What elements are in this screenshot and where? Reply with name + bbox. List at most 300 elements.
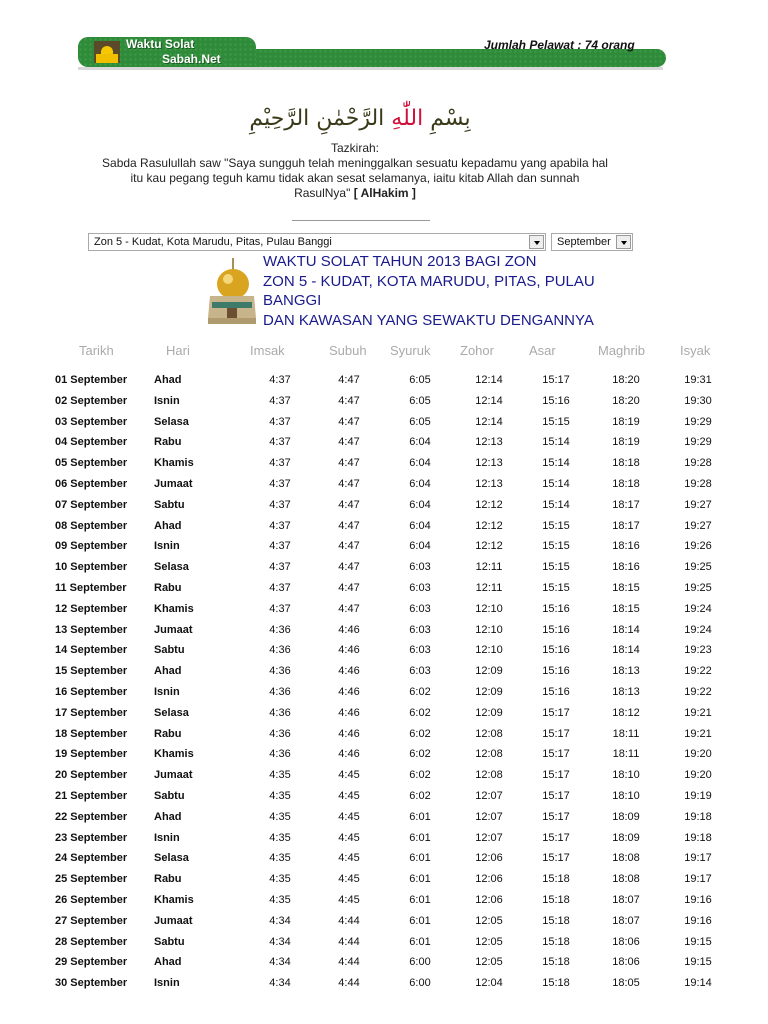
cell-isyak: 19:31 — [684, 374, 712, 386]
cell-zohor: 12:06 — [475, 873, 503, 886]
cell-hari: Ahad — [154, 956, 182, 969]
cell-asar: 15:17 — [542, 748, 570, 761]
cell-zohor: 12:09 — [475, 706, 503, 719]
cell-asar: 15:16 — [542, 394, 570, 407]
cell-imsak: 4:36 — [269, 686, 291, 698]
column-header-subuh: Subuh — [329, 343, 367, 358]
cell-maghrib: 18:09 — [612, 810, 640, 823]
cell-subuh: 4:46 — [338, 665, 360, 678]
cell-syuruk: 6:05 — [409, 415, 431, 428]
cell-subuh: 4:47 — [338, 582, 360, 594]
cell-asar: 15:16 — [542, 686, 570, 698]
cell-subuh: 4:46 — [338, 727, 360, 740]
cell-maghrib: 18:05 — [612, 977, 640, 990]
cell-isyak: 19:20 — [684, 769, 712, 782]
cell-asar: 15:18 — [542, 894, 570, 906]
column-header-zohor: Zohor — [460, 343, 494, 358]
cell-zohor: 12:08 — [475, 727, 503, 740]
cell-hari: Isnin — [154, 394, 180, 407]
cell-tarikh: 21 September — [55, 790, 128, 802]
tazkirah-line3 — [70, 186, 640, 201]
cell-subuh: 4:45 — [338, 873, 360, 886]
cell-subuh: 4:47 — [338, 478, 360, 490]
cell-subuh: 4:47 — [338, 415, 360, 428]
cell-hari: Sabtu — [154, 790, 185, 802]
cell-syuruk: 6:04 — [409, 519, 431, 532]
cell-hari: Rabu — [154, 727, 182, 740]
cell-hari: Isnin — [154, 831, 180, 844]
cell-syuruk: 6:04 — [409, 478, 431, 490]
cell-tarikh: 17 September — [55, 706, 128, 719]
cell-tarikh: 02 September — [55, 394, 128, 407]
cell-hari: Jumaat — [154, 914, 193, 927]
cell-syuruk: 6:04 — [409, 457, 431, 470]
cell-zohor: 12:08 — [475, 748, 503, 761]
cell-tarikh: 01 September — [55, 374, 128, 386]
cell-imsak: 4:34 — [269, 956, 291, 969]
cell-maghrib: 18:06 — [612, 956, 640, 969]
cell-hari: Khamis — [154, 602, 194, 615]
column-header-hari: Hari — [166, 343, 190, 358]
cell-zohor: 12:07 — [475, 831, 503, 844]
column-header-maghrib: Maghrib — [598, 343, 645, 358]
cell-asar: 15:17 — [542, 810, 570, 823]
cell-hari: Rabu — [154, 873, 182, 886]
month-select[interactable] — [551, 233, 633, 251]
cell-zohor: 12:13 — [475, 478, 503, 490]
divider — [292, 220, 430, 221]
cell-syuruk: 6:02 — [409, 727, 431, 740]
cell-isyak: 19:24 — [684, 602, 712, 615]
cell-syuruk: 6:05 — [409, 394, 431, 407]
cell-maghrib: 18:14 — [612, 644, 640, 657]
cell-hari: Selasa — [154, 561, 189, 574]
cell-maghrib: 18:16 — [612, 561, 640, 574]
cell-imsak: 4:36 — [269, 665, 291, 678]
cell-subuh: 4:47 — [338, 540, 360, 553]
cell-asar: 15:18 — [542, 956, 570, 969]
cell-tarikh: 06 September — [55, 478, 128, 490]
cell-hari: Jumaat — [154, 623, 193, 636]
cell-subuh: 4:46 — [338, 706, 360, 719]
cell-hari: Ahad — [154, 810, 182, 823]
cell-imsak: 4:37 — [269, 602, 291, 615]
cell-syuruk: 6:03 — [409, 623, 431, 636]
cell-asar: 15:16 — [542, 644, 570, 657]
cell-hari: Ahad — [154, 519, 182, 532]
mosque-logo-icon — [94, 41, 120, 63]
cell-asar: 15:18 — [542, 873, 570, 886]
banner-shadow — [78, 67, 663, 70]
cell-zohor: 12:05 — [475, 914, 503, 927]
cell-imsak: 4:35 — [269, 810, 291, 823]
cell-subuh: 4:47 — [338, 561, 360, 574]
cell-isyak: 19:24 — [684, 623, 712, 636]
cell-hari: Selasa — [154, 852, 189, 865]
cell-imsak: 4:34 — [269, 977, 291, 990]
cell-maghrib: 18:19 — [612, 436, 640, 449]
zone-select[interactable] — [88, 233, 546, 251]
cell-subuh: 4:46 — [338, 686, 360, 698]
cell-imsak: 4:37 — [269, 582, 291, 594]
logo-text-line1: Waktu Solat — [126, 37, 195, 51]
cell-asar: 15:14 — [542, 457, 570, 470]
cell-isyak: 19:16 — [684, 914, 712, 927]
cell-asar: 15:16 — [542, 665, 570, 678]
cell-imsak: 4:37 — [269, 415, 291, 428]
cell-syuruk: 6:03 — [409, 602, 431, 615]
cell-subuh: 4:46 — [338, 623, 360, 636]
tazkirah-line3-text: RasulNya" — [294, 186, 351, 200]
cell-tarikh: 14 September — [55, 644, 128, 657]
cell-asar: 15:15 — [542, 582, 570, 594]
cell-isyak: 19:25 — [684, 582, 712, 594]
mosque-dome-icon — [206, 258, 258, 326]
cell-syuruk: 6:04 — [409, 498, 431, 511]
cell-imsak: 4:35 — [269, 894, 291, 906]
cell-subuh: 4:47 — [338, 394, 360, 407]
cell-maghrib: 18:15 — [612, 602, 640, 615]
cell-isyak: 19:18 — [684, 831, 712, 844]
cell-maghrib: 18:11 — [612, 748, 640, 761]
cell-syuruk: 6:01 — [409, 810, 431, 823]
cell-imsak: 4:35 — [269, 769, 291, 782]
cell-subuh: 4:45 — [338, 810, 360, 823]
cell-isyak: 19:19 — [684, 790, 712, 802]
cell-zohor: 12:05 — [475, 935, 503, 948]
cell-subuh: 4:46 — [338, 644, 360, 657]
cell-zohor: 12:04 — [475, 977, 503, 990]
cell-maghrib: 18:18 — [612, 457, 640, 470]
cell-asar: 15:15 — [542, 415, 570, 428]
cell-imsak: 4:37 — [269, 436, 291, 449]
chevron-down-icon[interactable] — [529, 235, 544, 249]
cell-imsak: 4:37 — [269, 374, 291, 386]
cell-imsak: 4:35 — [269, 831, 291, 844]
month-select-value: September — [557, 236, 611, 248]
cell-hari: Sabtu — [154, 935, 185, 948]
cell-hari: Rabu — [154, 436, 182, 449]
cell-syuruk: 6:02 — [409, 686, 431, 698]
title-line1: WAKTU SOLAT TAHUN 2013 BAGI ZON — [263, 253, 537, 270]
cell-isyak: 19:23 — [684, 644, 712, 657]
tazkirah-source: [ AlHakim ] — [353, 186, 416, 200]
cell-maghrib: 18:14 — [612, 623, 640, 636]
cell-isyak: 19:15 — [684, 935, 712, 948]
cell-subuh: 4:44 — [338, 914, 360, 927]
cell-syuruk: 6:02 — [409, 769, 431, 782]
cell-isyak: 19:27 — [684, 498, 712, 511]
tazkirah-line1: Sabda Rasulullah saw "Saya sungguh telah meninggalkan sesuatu kepadamu yang apabila hal — [102, 156, 608, 170]
cell-imsak: 4:34 — [269, 935, 291, 948]
cell-asar: 15:15 — [542, 519, 570, 532]
tazkirah-line2: itu kau pegang teguh kamu tidak akan sesat selamanya, iaitu kitab Allah dan sunnah — [130, 171, 580, 185]
cell-maghrib: 18:20 — [612, 394, 640, 407]
cell-syuruk: 6:01 — [409, 831, 431, 844]
cell-isyak: 19:28 — [684, 478, 712, 490]
cell-asar: 15:15 — [542, 540, 570, 553]
cell-asar: 15:16 — [542, 623, 570, 636]
cell-isyak: 19:27 — [684, 519, 712, 532]
cell-tarikh: 07 September — [55, 498, 128, 511]
title-line3: BANGGI — [263, 292, 322, 309]
cell-syuruk: 6:02 — [409, 706, 431, 719]
cell-zohor: 12:10 — [475, 602, 503, 615]
cell-syuruk: 6:01 — [409, 852, 431, 865]
cell-imsak: 4:36 — [269, 623, 291, 636]
cell-tarikh: 29 September — [55, 956, 128, 969]
cell-hari: Ahad — [154, 374, 182, 386]
cell-tarikh: 04 September — [55, 436, 128, 449]
cell-tarikh: 23 September — [55, 831, 128, 844]
cell-zohor: 12:11 — [475, 582, 503, 594]
cell-maghrib: 18:13 — [612, 686, 640, 698]
cell-asar: 15:17 — [542, 790, 570, 802]
cell-isyak: 19:26 — [684, 540, 712, 553]
cell-subuh: 4:45 — [338, 852, 360, 865]
cell-syuruk: 6:04 — [409, 540, 431, 553]
cell-asar: 15:17 — [542, 727, 570, 740]
cell-maghrib: 18:12 — [612, 706, 640, 719]
cell-hari: Khamis — [154, 894, 194, 906]
cell-maghrib: 18:16 — [612, 540, 640, 553]
cell-imsak: 4:35 — [269, 852, 291, 865]
cell-isyak: 19:29 — [684, 415, 712, 428]
cell-hari: Sabtu — [154, 498, 185, 511]
cell-zohor: 12:05 — [475, 956, 503, 969]
cell-tarikh: 09 September — [55, 540, 128, 553]
column-header-tarikh: Tarikh — [79, 343, 114, 358]
cell-subuh: 4:47 — [338, 457, 360, 470]
title-line4: DAN KAWASAN YANG SEWAKTU DENGANNYA — [263, 311, 594, 329]
cell-tarikh: 12 September — [55, 602, 128, 615]
cell-maghrib: 18:20 — [612, 374, 640, 386]
cell-asar: 15:17 — [542, 831, 570, 844]
cell-asar: 15:17 — [542, 769, 570, 782]
cell-subuh: 4:45 — [338, 790, 360, 802]
cell-imsak: 4:37 — [269, 478, 291, 490]
cell-subuh: 4:47 — [338, 602, 360, 615]
cell-zohor: 12:09 — [475, 686, 503, 698]
cell-hari: Selasa — [154, 706, 189, 719]
cell-tarikh: 08 September — [55, 519, 128, 532]
cell-asar: 15:17 — [542, 706, 570, 719]
cell-zohor: 12:07 — [475, 810, 503, 823]
cell-imsak: 4:37 — [269, 540, 291, 553]
cell-hari: Khamis — [154, 457, 194, 470]
cell-isyak: 19:18 — [684, 810, 712, 823]
cell-syuruk: 6:04 — [409, 436, 431, 449]
cell-tarikh: 10 September — [55, 561, 128, 574]
cell-isyak: 19:20 — [684, 748, 712, 761]
cell-subuh: 4:45 — [338, 769, 360, 782]
cell-maghrib: 18:18 — [612, 478, 640, 490]
cell-subuh: 4:44 — [338, 956, 360, 969]
cell-subuh: 4:44 — [338, 935, 360, 948]
cell-asar: 15:14 — [542, 478, 570, 490]
cell-hari: Selasa — [154, 415, 189, 428]
cell-syuruk: 6:05 — [409, 374, 431, 386]
cell-hari: Khamis — [154, 748, 194, 761]
cell-isyak: 19:22 — [684, 665, 712, 678]
cell-zohor: 12:08 — [475, 769, 503, 782]
cell-subuh: 4:46 — [338, 748, 360, 761]
cell-isyak: 19:14 — [684, 977, 712, 990]
cell-hari: Jumaat — [154, 478, 193, 490]
cell-maghrib: 18:17 — [612, 498, 640, 511]
column-header-isyak: Isyak — [680, 343, 711, 358]
cell-tarikh: 19 September — [55, 748, 128, 761]
cell-zohor: 12:10 — [475, 623, 503, 636]
cell-maghrib: 18:08 — [612, 852, 640, 865]
cell-imsak: 4:37 — [269, 457, 291, 470]
cell-hari: Isnin — [154, 540, 180, 553]
cell-asar: 15:18 — [542, 977, 570, 990]
bismillah-calligraphy — [180, 102, 540, 136]
cell-isyak: 19:22 — [684, 686, 712, 698]
cell-asar: 15:14 — [542, 498, 570, 511]
bismillah-part2: الرَّحْمٰنِ الرَّحِيْمِ — [249, 106, 385, 131]
cell-tarikh: 24 September — [55, 852, 128, 865]
cell-zohor: 12:10 — [475, 644, 503, 657]
cell-hari: Isnin — [154, 686, 180, 698]
cell-zohor: 12:09 — [475, 665, 503, 678]
cell-zohor: 12:12 — [475, 540, 503, 553]
cell-maghrib: 18:13 — [612, 665, 640, 678]
cell-isyak: 19:28 — [684, 457, 712, 470]
cell-imsak: 4:34 — [269, 914, 291, 927]
cell-tarikh: 25 September — [55, 873, 128, 886]
cell-isyak: 19:21 — [684, 727, 712, 740]
cell-tarikh: 26 September — [55, 894, 128, 906]
cell-syuruk: 6:02 — [409, 790, 431, 802]
cell-imsak: 4:36 — [269, 644, 291, 657]
schedule-title — [263, 252, 595, 330]
cell-imsak: 4:36 — [269, 748, 291, 761]
column-header-syuruk: Syuruk — [390, 343, 431, 358]
cell-zohor: 12:11 — [475, 561, 503, 574]
cell-asar: 15:16 — [542, 602, 570, 615]
cell-asar: 15:18 — [542, 914, 570, 927]
cell-maghrib: 18:15 — [612, 582, 640, 594]
cell-syuruk: 6:01 — [409, 873, 431, 886]
chevron-down-icon[interactable] — [616, 235, 631, 249]
cell-tarikh: 13 September — [55, 623, 128, 636]
cell-subuh: 4:45 — [338, 894, 360, 906]
cell-tarikh: 28 September — [55, 935, 128, 948]
tazkirah-label: Tazkirah: — [330, 141, 380, 155]
cell-maghrib: 18:06 — [612, 935, 640, 948]
cell-imsak: 4:37 — [269, 561, 291, 574]
cell-tarikh: 05 September — [55, 457, 128, 470]
cell-subuh: 4:47 — [338, 436, 360, 449]
cell-imsak: 4:35 — [269, 873, 291, 886]
cell-zohor: 12:14 — [475, 374, 503, 386]
cell-zohor: 12:06 — [475, 894, 503, 906]
column-header-asar: Asar — [529, 343, 556, 358]
cell-zohor: 12:13 — [475, 457, 503, 470]
cell-imsak: 4:37 — [269, 519, 291, 532]
cell-hari: Ahad — [154, 665, 182, 678]
cell-isyak: 19:30 — [684, 394, 712, 407]
cell-zohor: 12:14 — [475, 415, 503, 428]
visitor-count: Jumlah Pelawat : 74 orang — [484, 38, 635, 52]
logo-tab[interactable] — [78, 37, 256, 67]
cell-imsak: 4:37 — [269, 498, 291, 511]
cell-syuruk: 6:03 — [409, 561, 431, 574]
cell-syuruk: 6:03 — [409, 665, 431, 678]
cell-maghrib: 18:07 — [612, 894, 640, 906]
cell-maghrib: 18:19 — [612, 415, 640, 428]
cell-isyak: 19:16 — [684, 894, 712, 906]
zone-select-value: Zon 5 - Kudat, Kota Marudu, Pitas, Pulau Banggi — [94, 236, 332, 248]
cell-zohor: 12:12 — [475, 519, 503, 532]
cell-maghrib: 18:10 — [612, 790, 640, 802]
cell-tarikh: 30 September — [55, 977, 128, 990]
cell-subuh: 4:47 — [338, 374, 360, 386]
column-header-imsak: Imsak — [250, 343, 285, 358]
cell-syuruk: 6:00 — [409, 977, 431, 990]
cell-imsak: 4:36 — [269, 727, 291, 740]
cell-tarikh: 16 September — [55, 686, 128, 698]
cell-maghrib: 18:07 — [612, 914, 640, 927]
cell-tarikh: 03 September — [55, 415, 128, 428]
cell-maghrib: 18:10 — [612, 769, 640, 782]
cell-subuh: 4:44 — [338, 977, 360, 990]
bismillah-part1: بِسْمِ — [430, 106, 471, 131]
logo-text-line2: Sabah.Net — [162, 52, 221, 66]
cell-syuruk: 6:03 — [409, 582, 431, 594]
cell-zohor: 12:06 — [475, 852, 503, 865]
cell-asar: 15:15 — [542, 561, 570, 574]
cell-zohor: 12:07 — [475, 790, 503, 802]
cell-syuruk: 6:02 — [409, 748, 431, 761]
cell-subuh: 4:47 — [338, 498, 360, 511]
cell-maghrib: 18:09 — [612, 831, 640, 844]
cell-subuh: 4:45 — [338, 831, 360, 844]
cell-maghrib: 18:08 — [612, 873, 640, 886]
cell-syuruk: 6:01 — [409, 935, 431, 948]
cell-isyak: 19:17 — [684, 873, 712, 886]
cell-hari: Isnin — [154, 977, 180, 990]
cell-isyak: 19:15 — [684, 956, 712, 969]
cell-asar: 15:17 — [542, 374, 570, 386]
cell-tarikh: 22 September — [55, 810, 128, 823]
cell-tarikh: 27 September — [55, 914, 128, 927]
cell-imsak: 4:36 — [269, 706, 291, 719]
cell-isyak: 19:21 — [684, 706, 712, 719]
cell-isyak: 19:17 — [684, 852, 712, 865]
cell-tarikh: 18 September — [55, 727, 128, 740]
cell-hari: Sabtu — [154, 644, 185, 657]
cell-subuh: 4:47 — [338, 519, 360, 532]
cell-maghrib: 18:17 — [612, 519, 640, 532]
bismillah-allah: اللّٰهِ — [391, 106, 424, 131]
cell-zohor: 12:12 — [475, 498, 503, 511]
cell-asar: 15:18 — [542, 935, 570, 948]
cell-imsak: 4:35 — [269, 790, 291, 802]
cell-tarikh: 15 September — [55, 665, 128, 678]
cell-syuruk: 6:01 — [409, 894, 431, 906]
cell-tarikh: 20 September — [55, 769, 128, 782]
cell-zohor: 12:14 — [475, 394, 503, 407]
cell-zohor: 12:13 — [475, 436, 503, 449]
cell-maghrib: 18:11 — [612, 727, 640, 740]
cell-imsak: 4:37 — [269, 394, 291, 407]
cell-asar: 15:17 — [542, 852, 570, 865]
title-line2: ZON 5 - KUDAT, KOTA MARUDU, PITAS, PULAU — [263, 272, 595, 290]
cell-syuruk: 6:03 — [409, 644, 431, 657]
